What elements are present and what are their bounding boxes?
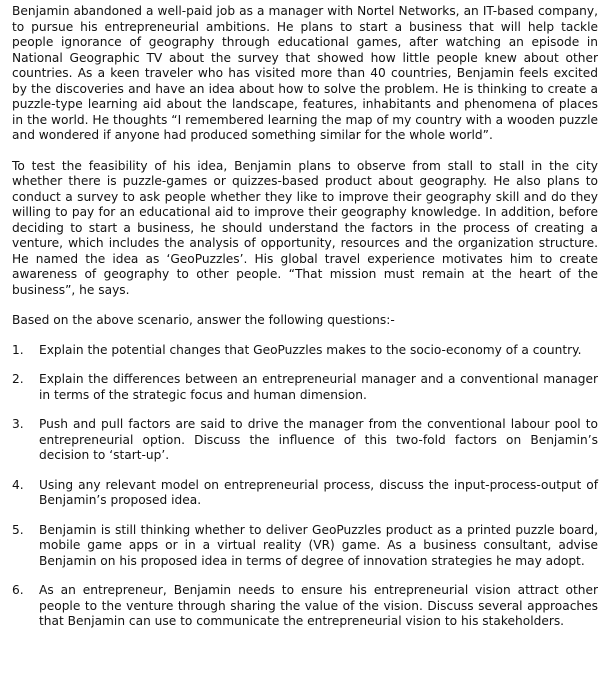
question-item: [12, 478, 598, 509]
question-text: Benjamin is still thinking whether to deliver GeoPuzzles product as a printed puzzle board, mobile game apps or in a virtual reality (VR) game. As a business consultant, advise Benjamin on his proposed idea in terms of degree of innovation strategies he may adopt.: [39, 522, 598, 568]
scenario-paragraph-1: Benjamin abandoned a well-paid job as a manager with Nortel Networks, an IT-based company, to pursue his entrepreneurial ambitions. He plans to start a business that will help tackle people ignorance of geography through educational games, after watching an episode in National Geographic TV about the survey that showed how little people knew about other countries. As a keen traveler who has visited more than 40 countries, Benjamin feels excited by the discoveries and have an idea about how to solve the problem. He is thinking to create a puzzle-type learning aid about the landscape, features, inhabitants and phenomena of places in the world. He thoughts “I remembered learning the map of my country with a wooden puzzle and wondered if anyone had produced something similar for the whole world”.: [12, 4, 598, 142]
question-text: Explain the potential changes that GeoPuzzles makes to the socio-economy of a country.: [39, 342, 582, 357]
question-item: [12, 523, 598, 570]
question-text: Push and pull factors are said to drive the manager from the conventional labour pool to entrepreneurial option. Discuss the influence of this two-fold factors on Benjamin’s decision to ‘start-up’.: [39, 417, 598, 462]
question-number: 6.: [12, 583, 24, 597]
question-number: 5.: [12, 522, 24, 537]
question-text: Explain the differences between an entrepreneurial manager and a conventional manager in terms of the strategic focus and human dimension.: [39, 372, 598, 402]
question-item: [12, 583, 598, 630]
question-number: 1.: [12, 342, 24, 357]
question-item: [12, 343, 598, 359]
question-text: Using any relevant model on entrepreneurial process, discuss the input-process-output of Benjamin’s proposed idea.: [39, 477, 598, 507]
scenario-paragraph-2: To test the feasibility of his idea, Benjamin plans to observe from stall to stall in the city whether there is puzzle-games or quizzes-based product about geography. He also plans to conduct a survey to ask people whether they like to improve their geography skill and do they willing to pay for an educational aid to improve their geography knowledge. In addition, before deciding to start a business, he should understand the factors in the process of creating a venture, which includes the analysis of opportunity, resources and the organization structure. He named the idea as ‘GeoPuzzles’. His global travel experience motivates him to create awareness of geography to other people. “That mission must remain at the heart of the business”, he says.: [12, 158, 598, 297]
question-number: 3.: [12, 417, 24, 431]
question-text: As an entrepreneur, Benjamin needs to ensure his entrepreneurial vision attract other people to the venture through sharing the value of the vision. Discuss several approaches that Benjamin can use to communicate the entrepreneurial vision to his stakeholders.: [39, 583, 598, 628]
question-number: 4.: [12, 477, 24, 492]
question-item: [12, 417, 598, 464]
question-number: 2.: [12, 372, 24, 386]
question-list: [12, 343, 598, 630]
questions-intro: Based on the above scenario, answer the following questions:-: [12, 313, 395, 327]
question-item: [12, 372, 598, 403]
